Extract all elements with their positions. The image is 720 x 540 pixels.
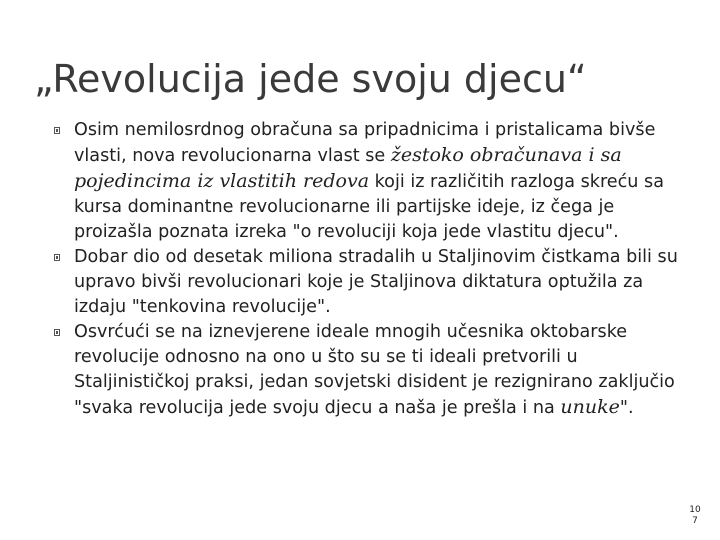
bullet-item-3 xyxy=(74,320,694,421)
page-number xyxy=(685,505,705,527)
slide-title: „Revolucija jede svoju djecu“ xyxy=(34,57,587,102)
bullet-text: Osim nemilosrdnog obračuna sa pripadnicima i pristalicama bivše vlasti, nova revolucionarna vlast se xyxy=(74,120,656,166)
page-number-line: 7 xyxy=(692,516,698,526)
bullet-item-1 xyxy=(74,118,694,245)
bullet-text: ". xyxy=(619,398,634,418)
square-bullet-icon xyxy=(54,254,60,261)
page-number-line: 10 xyxy=(689,505,701,515)
bullet-emphasis: unuke xyxy=(560,396,620,418)
bullet-list xyxy=(74,118,694,421)
bullet-emphasis: žestoko obračunava i sa pojedincima iz vlastitih redova xyxy=(74,144,622,192)
bullet-text: Osvrćući se na iznevjerene ideale mnogih učesnika oktobarske revolucije odnosno na ono u što su se ti ideali pretvorili u Staljinističkoj praksi, jedan sovjetski disident je rezignirano zaključio "svaka revolucija jede svoju djecu a naša je prešla i na xyxy=(74,322,675,418)
bullet-text: koji iz različitih razloga skreću sa kursa dominantne revolucionarne ili partijske ideje, iz čega je proizašla poznata izreka "o revoluciji koja jede vlastitu djecu". xyxy=(74,172,664,242)
square-bullet-icon xyxy=(54,329,60,336)
square-bullet-icon xyxy=(54,127,60,134)
bullet-item-2 xyxy=(74,245,694,320)
bullet-text: Dobar dio od desetak miliona stradalih u Staljinovim čistkama bili su upravo bivši revolucionari koje je Staljinova diktatura optužila za izdaju "tenkovina revolucije". xyxy=(74,247,678,317)
